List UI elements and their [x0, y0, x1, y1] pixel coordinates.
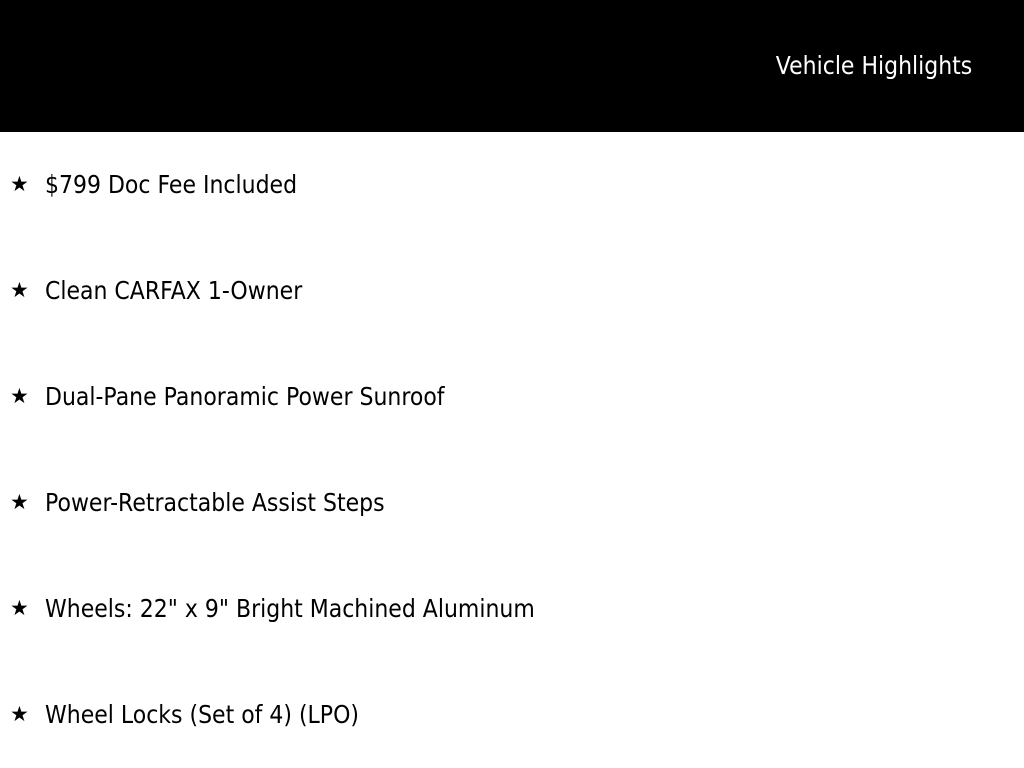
highlight-item — [0, 696, 1024, 736]
highlight-item — [0, 484, 1024, 524]
highlight-item — [0, 378, 1024, 418]
page-title: Vehicle Highlights — [775, 51, 972, 80]
highlight-label: Dual-Pane Panoramic Power Sunroof — [45, 382, 445, 411]
header-bar — [0, 0, 1024, 132]
highlight-label: Clean CARFAX 1-Owner — [45, 276, 303, 305]
highlight-label: $799 Doc Fee Included — [45, 170, 298, 199]
star-icon: ★ — [10, 702, 29, 726]
highlight-label: Power-Retractable Assist Steps — [45, 488, 385, 517]
star-icon: ★ — [10, 596, 29, 620]
star-icon: ★ — [10, 490, 29, 514]
star-icon: ★ — [10, 278, 29, 302]
highlight-item — [0, 272, 1024, 312]
star-icon: ★ — [10, 172, 29, 196]
highlight-label: Wheel Locks (Set of 4) (LPO) — [45, 700, 359, 729]
star-icon: ★ — [10, 384, 29, 408]
highlight-item — [0, 166, 1024, 206]
highlight-label: Wheels: 22" x 9" Bright Machined Aluminum — [45, 594, 535, 623]
highlight-item — [0, 590, 1024, 630]
